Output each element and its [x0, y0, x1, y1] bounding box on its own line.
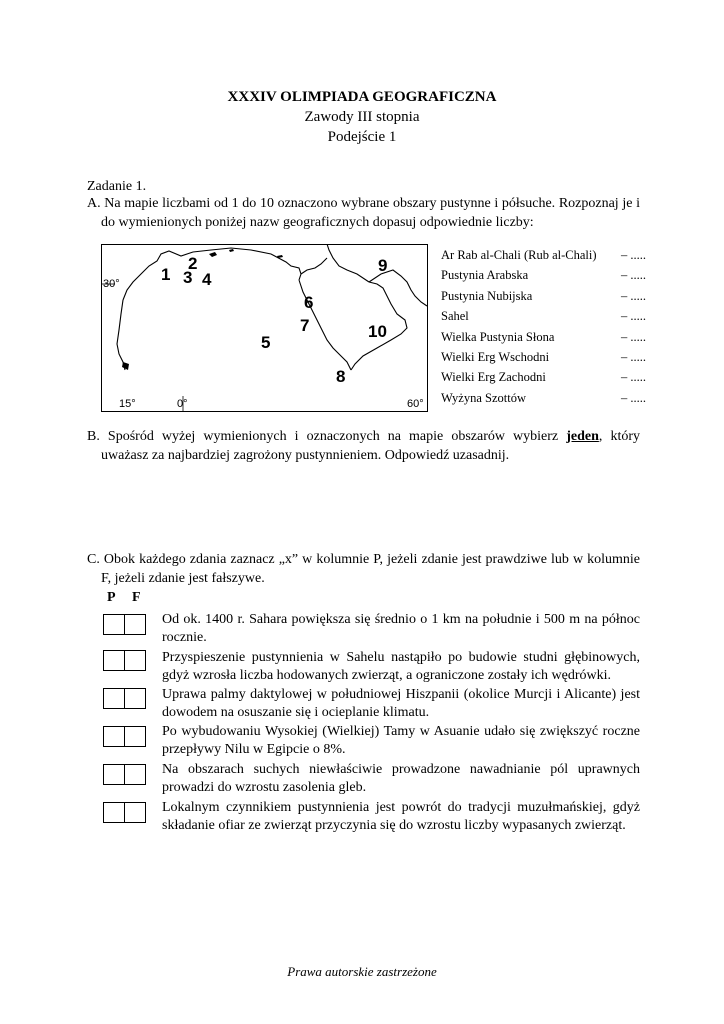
part-a-text [87, 194, 640, 232]
lat-label: 30° [103, 278, 120, 290]
column-f-header: F [132, 590, 141, 605]
answer-blank[interactable]: – ..... [621, 370, 646, 385]
pf-checkbox-pair[interactable] [103, 802, 146, 823]
statement-3: Uprawa palmy daktylowej w południowej Hiszpanii (okolice Murcji i Alicante) jest dowodem na osuszanie się i ocieplanie klimatu. [162, 687, 640, 720]
part-b-emphasis: jeden [566, 429, 599, 444]
answer-blank[interactable]: – ..... [621, 349, 646, 364]
part-c-instruction: Obok każdego zdania zaznacz „x” w kolumnie P, jeżeli zdanie jest prawdziwe lub w kolumnie F, jeżeli zdanie jest fałszywe. [101, 552, 640, 586]
list-item: Wyżyna Szottów – ..... [441, 388, 646, 408]
map-number-7: 7 [300, 316, 310, 335]
answer-blank[interactable]: – ..... [621, 268, 646, 283]
answer-blank[interactable]: – ..... [621, 390, 646, 405]
desert-map [101, 244, 428, 412]
names-list [441, 245, 646, 408]
task-label: Zadanie 1. [87, 179, 147, 194]
part-c-marker: C. [87, 552, 100, 567]
lon-label-0: 0° [177, 398, 188, 410]
list-item: Sahel – ..... [441, 306, 646, 326]
answer-blank[interactable]: – ..... [621, 329, 646, 344]
map-number-6: 6 [304, 293, 314, 312]
stage-subtitle: Zawody III stopnia [304, 109, 420, 125]
part-c-text [87, 550, 640, 588]
pf-checkbox-pair[interactable] [103, 688, 146, 709]
map-number-1: 1 [161, 265, 171, 284]
statement-6: Lokalnym czynnikiem pustynnienia jest powrót do tradycji muzułmańskiej, gdyż składanie ofiar ze zwierząt przyczynia się do wzrostu liczby wypasanych zwierząt. [162, 800, 640, 833]
pf-checkbox-pair[interactable] [103, 614, 146, 635]
part-a-instruction: Na mapie liczbami od 1 do 10 oznaczono wybrane obszary pustynne i półsuche. Rozpoznaj je i do wymienionych poniżej nazw geograficznych dopasuj odpowiednie liczby: [101, 196, 640, 230]
part-a-marker: A. [87, 196, 101, 211]
list-item: Ar Rab al-Chali (Rub al-Chali) – ..... [441, 245, 646, 265]
statement-5: Na obszarach suchych niewłaściwie prowadzone nawadnianie pól uprawnych prowadzi do wzrostu zasolenia gleb. [162, 762, 640, 795]
list-item: Pustynia Arabska – ..... [441, 265, 646, 285]
part-b-text: B. Spośród wyżej wymienionych i oznaczonych na mapie obszarów wybierz jeden, który uważasz za najbardziej zagrożony pustynnieniem. Odpowiedź uzasadnij. [87, 429, 640, 463]
map-number-3: 3 [183, 268, 193, 287]
pf-checkbox-pair[interactable] [103, 726, 146, 747]
copyright-footer: Prawa autorskie zastrzeżone [287, 964, 437, 979]
map-number-2: 2 [188, 254, 198, 273]
part-b-marker: B. [87, 429, 100, 444]
map-number-10: 10 [368, 322, 387, 341]
statement-1: Od ok. 1400 r. Sahara powiększa się średnio o 1 km na południe i 500 m na północ rocznie. [162, 612, 640, 645]
list-item: Wielki Erg Zachodni – ..... [441, 367, 646, 387]
statement-2: Przyspieszenie pustynnienia w Sahelu nastąpiło po budowie studni głębinowych, gdyż wzrosła liczba hodowanych zwierząt, a ograniczone zostały ich wędrówki. [162, 650, 640, 683]
answer-blank[interactable]: – ..... [621, 288, 646, 303]
pf-checkbox-pair[interactable] [103, 764, 146, 785]
approach-subtitle: Podejście 1 [327, 129, 397, 145]
list-item: Wielka Pustynia Słona – ..... [441, 327, 646, 347]
map-number-9: 9 [378, 256, 388, 275]
map-number-4: 4 [202, 270, 212, 289]
statement-4: Po wybudowaniu Wysokiej (Wielkiej) Tamy w Asuanie udało się zwiększyć roczne przepływy Nilu w Egipcie o 8%. [162, 724, 640, 757]
answer-blank[interactable]: – ..... [621, 309, 646, 324]
lon-label-60e: 60° [407, 398, 424, 410]
list-item: Wielki Erg Wschodni – ..... [441, 347, 646, 367]
map-number-5: 5 [261, 333, 271, 352]
map-number-8: 8 [336, 367, 346, 386]
pf-checkbox-pair[interactable] [103, 650, 146, 671]
olympiad-title: XXXIV OLIMPIADA GEOGRAFICZNA [227, 89, 497, 105]
answer-blank[interactable]: – ..... [621, 248, 646, 262]
column-p-header: P [107, 590, 116, 605]
list-item: Pustynia Nubijska – ..... [441, 286, 646, 306]
lon-label-15w: 15° [119, 398, 136, 410]
